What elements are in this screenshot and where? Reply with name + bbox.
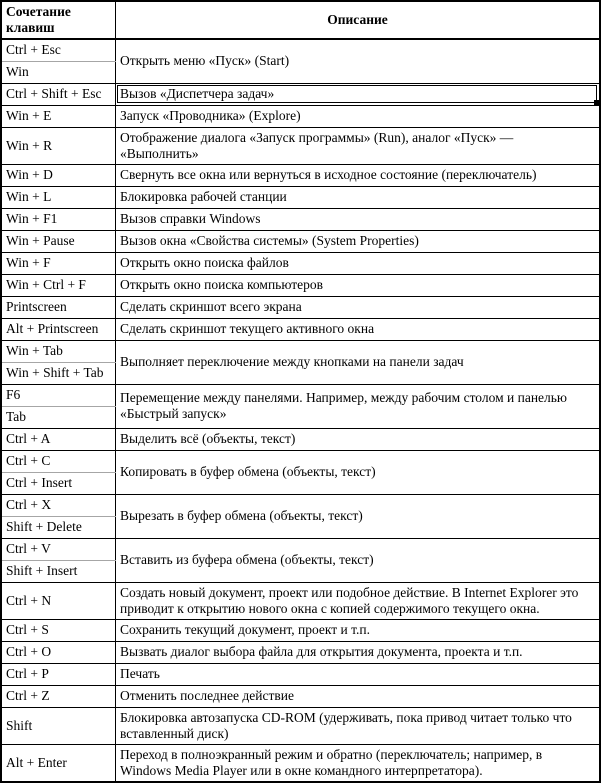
header-keys-column: Сочетание клавиш [1,1,116,39]
description-cell [116,296,601,318]
selection-resize-handle[interactable] [594,100,599,105]
key-combination-cell: Alt + Enter [1,744,116,782]
table-row [1,230,600,252]
key-combination-cell: Win [1,61,116,83]
key-combination-cell: Win + D [1,164,116,186]
description-cell [116,340,601,384]
description-cell [116,127,601,164]
description-text: Свернуть все окна или вернуться в исходное состояние (переключатель) [120,167,537,182]
table-row [1,641,600,663]
description-text: Вырезать в буфер обмена (объекты, текст) [120,508,363,523]
description-text: Переход в полноэкранный режим и обратно (переключатель; например, в Windows Media Player или в окне командного интерпретатора). [120,746,543,778]
key-combination-cell: Win + Pause [1,230,116,252]
table-row [1,450,600,472]
key-combination-cell: Ctrl + Shift + Esc [1,83,116,105]
description-text: Отображение диалога «Запуск программы» (Run), аналог «Пуск» — «Выполнить» [120,129,514,161]
description-text: Вызов справки Windows [120,211,261,226]
description-text: Открыть меню «Пуск» (Start) [120,53,290,69]
key-combination-cell: Ctrl + V [1,538,116,560]
description-cell [116,685,601,707]
table-row [1,296,600,318]
description-text: Вызов окна «Свойства системы» (System Properties) [120,233,419,248]
description-text: Открыть окно поиска компьютеров [120,277,323,292]
key-combination-cell: Ctrl + C [1,450,116,472]
key-combination-cell: Ctrl + P [1,663,116,685]
key-combination-cell: F6 [1,384,116,406]
description-text: Открыть окно поиска файлов [120,255,289,270]
description-text: Копировать в буфер обмена (объекты, текст) [120,464,376,479]
description-text: Вставить из буфера обмена (объекты, текст) [120,552,374,567]
description-cell [116,39,601,83]
table-row [1,744,600,782]
description-cell [116,164,601,186]
description-cell [116,619,601,641]
table-row [1,538,600,560]
description-text: Создать новый документ, проект или подобное действие. В Internet Explorer это приводит к открытию нового окна с копией содержимого текущего окна. [120,584,579,616]
key-combination-cell: Win + R [1,127,116,164]
description-cell [116,274,601,296]
key-combination-cell: Ctrl + N [1,582,116,619]
table-row [1,39,600,61]
key-combination-cell: Win + F1 [1,208,116,230]
table-row [1,274,600,296]
key-combination-cell: Win + E [1,105,116,127]
description-text: Блокировка автозапуска CD-ROM (удерживать, пока привод читает только что вставленный диск) [120,709,572,741]
description-text: Отменить последнее действие [120,688,294,703]
description-cell [116,582,601,619]
table-row [1,685,600,707]
key-combination-cell: Ctrl + Z [1,685,116,707]
description-cell [116,663,601,685]
shortcut-table-body [1,39,600,782]
description-cell [116,538,601,582]
table-row [1,707,600,744]
description-text: Блокировка рабочей станции [120,189,287,204]
description-cell [116,105,601,127]
key-combination-cell: Alt + Printscreen [1,318,116,340]
table-row [1,340,600,362]
table-row [1,208,600,230]
key-combination-cell: Ctrl + A [1,428,116,450]
description-cell [116,707,601,744]
description-cell [116,230,601,252]
table-header [1,1,600,39]
key-combination-cell: Win + F [1,252,116,274]
description-cell [116,450,601,494]
table-row [1,83,600,105]
key-combination-cell: Printscreen [1,296,116,318]
description-cell [116,208,601,230]
table-row [1,105,600,127]
key-combination-cell: Ctrl + X [1,494,116,516]
description-text: Вызов «Диспетчера задач» [120,86,275,101]
table-row [1,619,600,641]
description-cell [116,428,601,450]
description-cell [116,641,601,663]
table-row [1,384,600,406]
table-row [1,494,600,516]
description-text: Сделать скриншот всего экрана [120,299,302,314]
key-combination-cell: Shift [1,707,116,744]
key-combination-cell: Win + Ctrl + F [1,274,116,296]
key-combination-cell: Win + Tab [1,340,116,362]
header-description-column: Описание [116,1,601,39]
key-combination-cell: Shift + Delete [1,516,116,538]
description-text: Запуск «Проводника» (Explore) [120,108,301,123]
description-text: Выполняет переключение между кнопками на панели задач [120,354,464,369]
key-combination-cell: Ctrl + Insert [1,472,116,494]
description-cell [116,83,601,105]
table-row [1,164,600,186]
table-row [1,186,600,208]
description-text: Печать [120,666,160,681]
description-text: Сохранить текущий документ, проект и т.п. [120,622,370,637]
description-cell [116,252,601,274]
table-row [1,663,600,685]
header-row [1,1,600,39]
key-combination-cell: Tab [1,406,116,428]
description-text: Вызвать диалог выбора файла для открытия документа, проекта и т.п. [120,644,523,659]
key-combination-cell: Ctrl + O [1,641,116,663]
description-cell [116,318,601,340]
key-combination-cell: Ctrl + S [1,619,116,641]
table-row [1,582,600,619]
description-text: Выделить всё (объекты, текст) [120,431,296,446]
key-combination-cell: Shift + Insert [1,560,116,582]
description-cell [116,384,601,428]
table-row [1,252,600,274]
description-text: Перемещение между панелями. Например, между рабочим столом и панелью «Быстрый запуск» [120,390,568,421]
table-row [1,318,600,340]
key-combination-cell: Win + Shift + Tab [1,362,116,384]
description-cell [116,494,601,538]
description-text: Сделать скриншот текущего активного окна [120,321,375,336]
key-combination-cell: Ctrl + Esc [1,39,116,61]
key-combination-cell: Win + L [1,186,116,208]
description-cell [116,744,601,782]
description-cell [116,186,601,208]
table-row [1,127,600,164]
table-row [1,428,600,450]
